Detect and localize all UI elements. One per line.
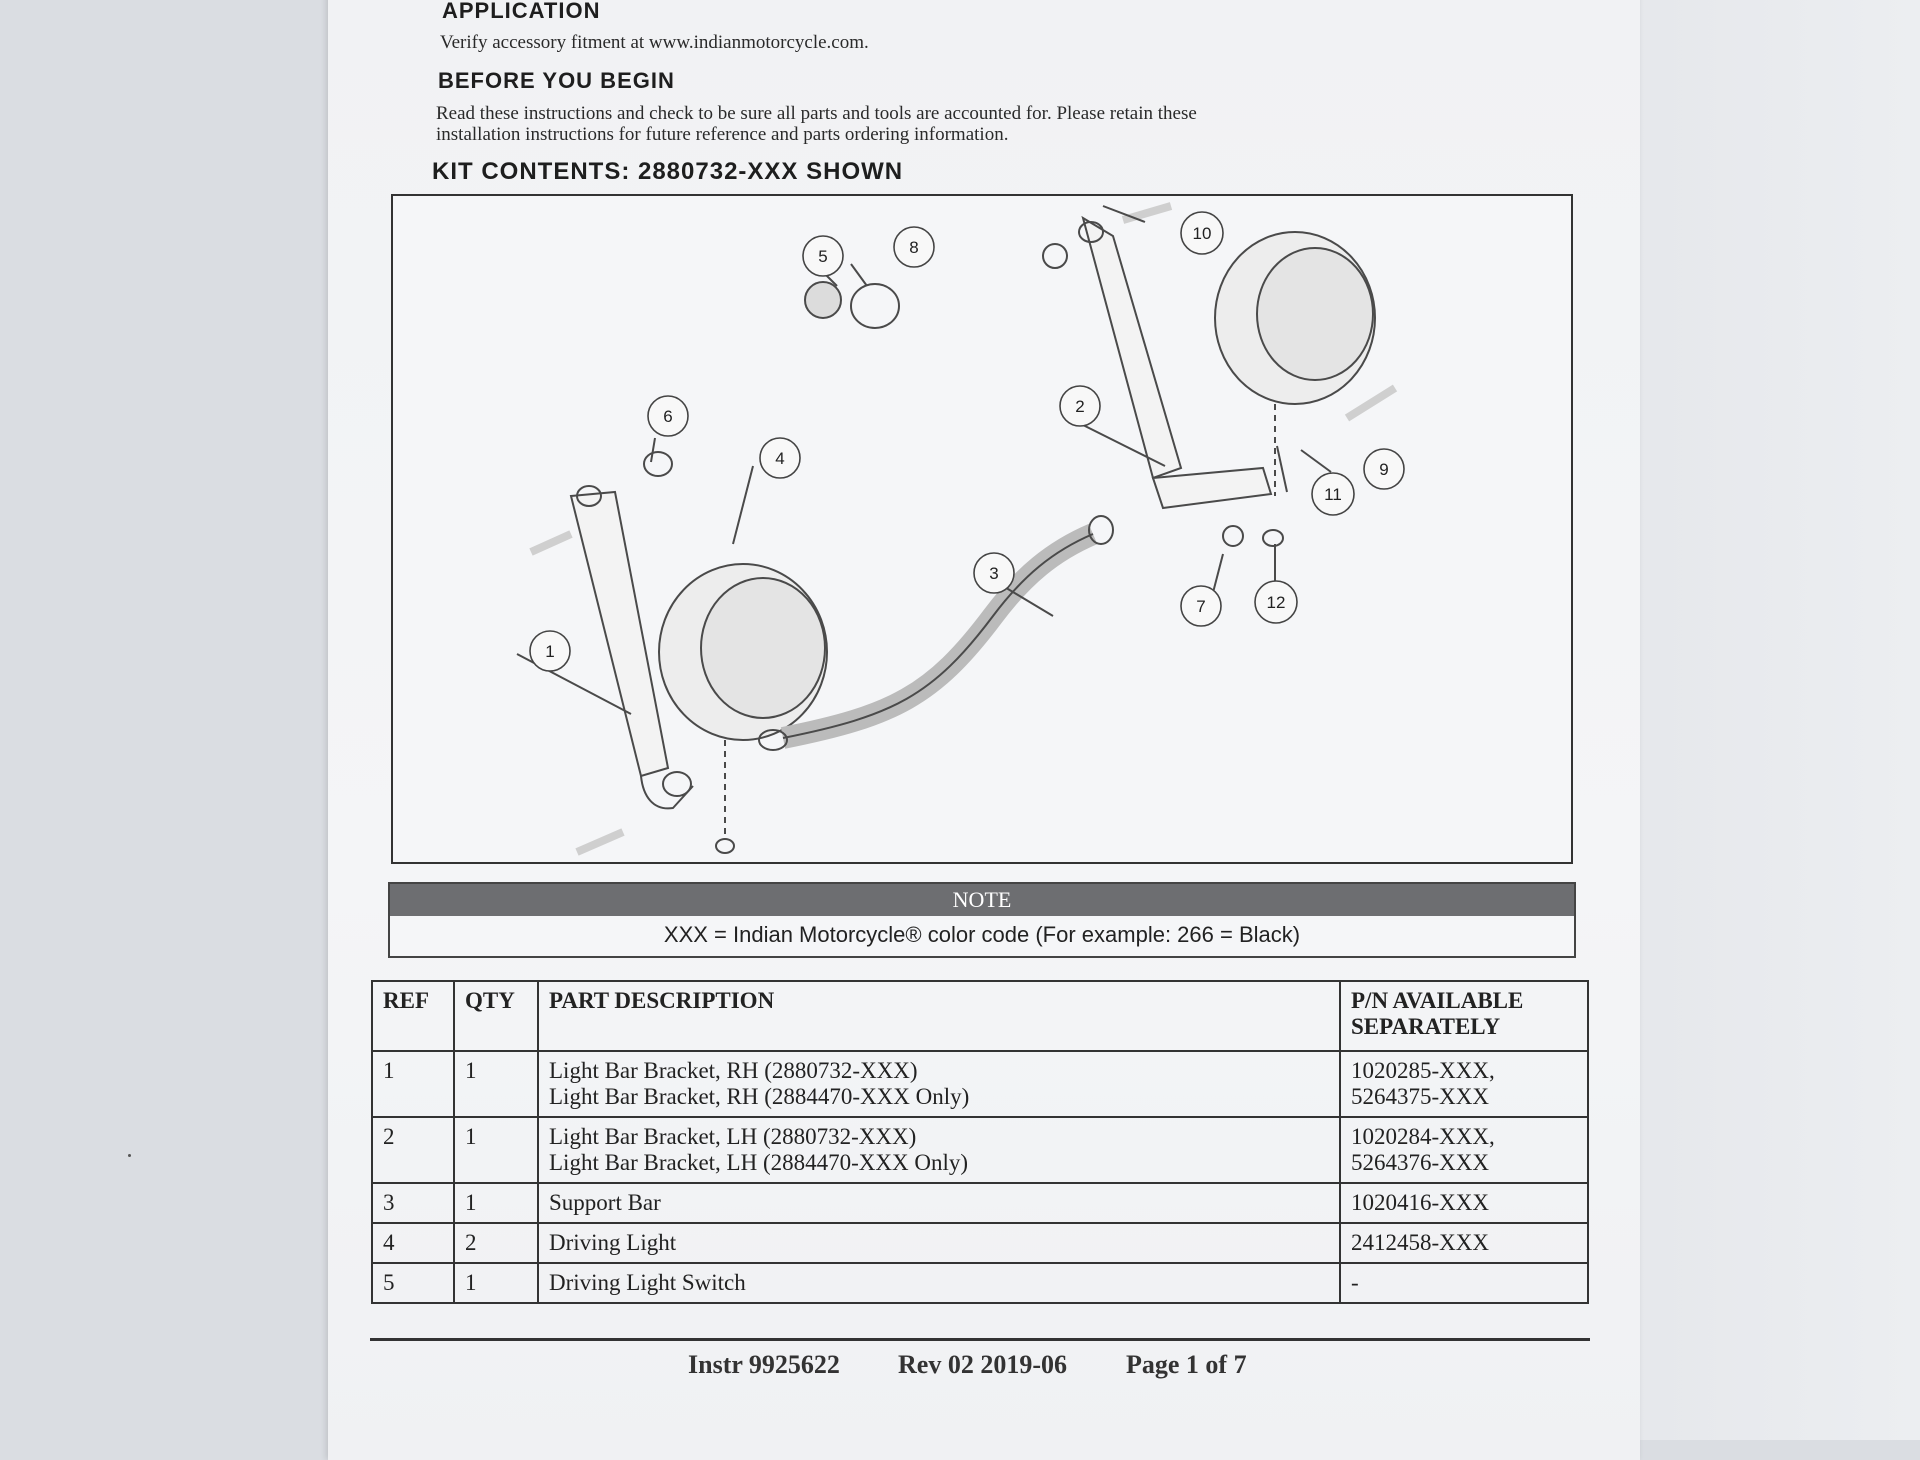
part-number-line: 1020284-XXX, [1351,1124,1495,1149]
description-line: Light Bar Bracket, RH (2880732-XXX) [549,1058,918,1083]
callout-label: 12 [1266,593,1286,612]
part-number-line: 1020285-XXX, [1351,1058,1495,1083]
exploded-view [393,196,1571,862]
part-number-cell [1340,1117,1588,1183]
table-header-row [372,981,1588,1051]
table-row [372,1263,1588,1303]
application-text: Verify accessory fitment at www.indianmotorcycle.com. [440,32,869,53]
description-cell [538,1117,1340,1183]
qty-cell: 1 [454,1117,538,1183]
part-number-line: 5264375-XXX [1351,1084,1489,1109]
parts-table [371,980,1589,1304]
kit-contents-heading: KIT CONTENTS: 2880732-XXX SHOWN [432,158,904,185]
callout-label: 9 [1379,460,1389,479]
column-header-part-number: P/N AVAILABLE SEPARATELY [1340,981,1588,1051]
footer-instruction-number: Instr 9925622 [688,1350,840,1379]
part-number-cell: 1020416-XXX [1340,1183,1588,1223]
ref-cell: 1 [372,1051,454,1117]
qty-cell: 1 [454,1263,538,1303]
callout-label: 2 [1075,397,1085,416]
description-line: Light Bar Bracket, LH (2884470-XXX Only) [549,1150,969,1175]
left-bracket [571,492,668,776]
before-text-line-2: installation instructions for future reference and parts ordering information. [436,124,1009,145]
callout-label: 11 [1324,485,1342,504]
description-line: Light Bar Bracket, RH (2884470-XXX Only) [549,1084,970,1109]
qty-cell: 1 [454,1183,538,1223]
application-heading: APPLICATION [442,0,601,23]
part-number-cell [1340,1051,1588,1117]
kit-diagram [391,194,1573,864]
description-line: Light Bar Bracket, LH (2880732-XXX) [549,1124,917,1149]
before-you-begin-heading: BEFORE YOU BEGIN [438,68,675,93]
callout-label: 6 [663,407,673,426]
right-bracket [1083,218,1181,478]
qty-cell: 2 [454,1223,538,1263]
callout-label: 3 [989,564,999,583]
column-header-ref: REF [372,981,454,1051]
qty-cell: 1 [454,1051,538,1117]
description-cell: Support Bar [538,1183,1340,1223]
note-title: NOTE [390,884,1574,916]
ref-cell: 4 [372,1223,454,1263]
note-text: XXX = Indian Motorcycle® color code (For example: 266 = Black) [663,922,1301,947]
column-header-qty: QTY [454,981,538,1051]
ref-cell: 2 [372,1117,454,1183]
part-number-cell: 2412458-XXX [1340,1223,1588,1263]
description-cell: Driving Light [538,1223,1340,1263]
ref-cell: 5 [372,1263,454,1303]
column-header-description: PART DESCRIPTION [538,981,1340,1051]
paper-speck [128,1154,131,1157]
description-cell: Driving Light Switch [538,1263,1340,1303]
table-row [372,1223,1588,1263]
part-number-line: 5264376-XXX [1351,1150,1489,1175]
callout-label: 5 [818,247,828,266]
part-number-cell: - [1340,1263,1588,1303]
footer-revision: Rev 02 2019-06 [898,1350,1067,1379]
callout-label: 10 [1192,224,1212,243]
note-box [388,882,1576,958]
ref-cell: 3 [372,1183,454,1223]
driving-light-switch [805,282,841,318]
callout-label: 1 [545,642,555,661]
switch-ring [851,284,899,328]
callout-label: 8 [909,238,919,257]
description-cell [538,1051,1340,1117]
footer-divider [370,1338,1590,1341]
table-row [372,1183,1588,1223]
footer-page-number: Page 1 of 7 [1126,1350,1247,1379]
table-row [372,1117,1588,1183]
before-text-line-1: Read these instructions and check to be sure all parts and tools are accounted for. Please retain these [436,103,1197,124]
callout-label: 7 [1196,597,1206,616]
support-bar [783,534,1093,738]
table-row [372,1051,1588,1117]
callout-label: 4 [775,449,785,468]
